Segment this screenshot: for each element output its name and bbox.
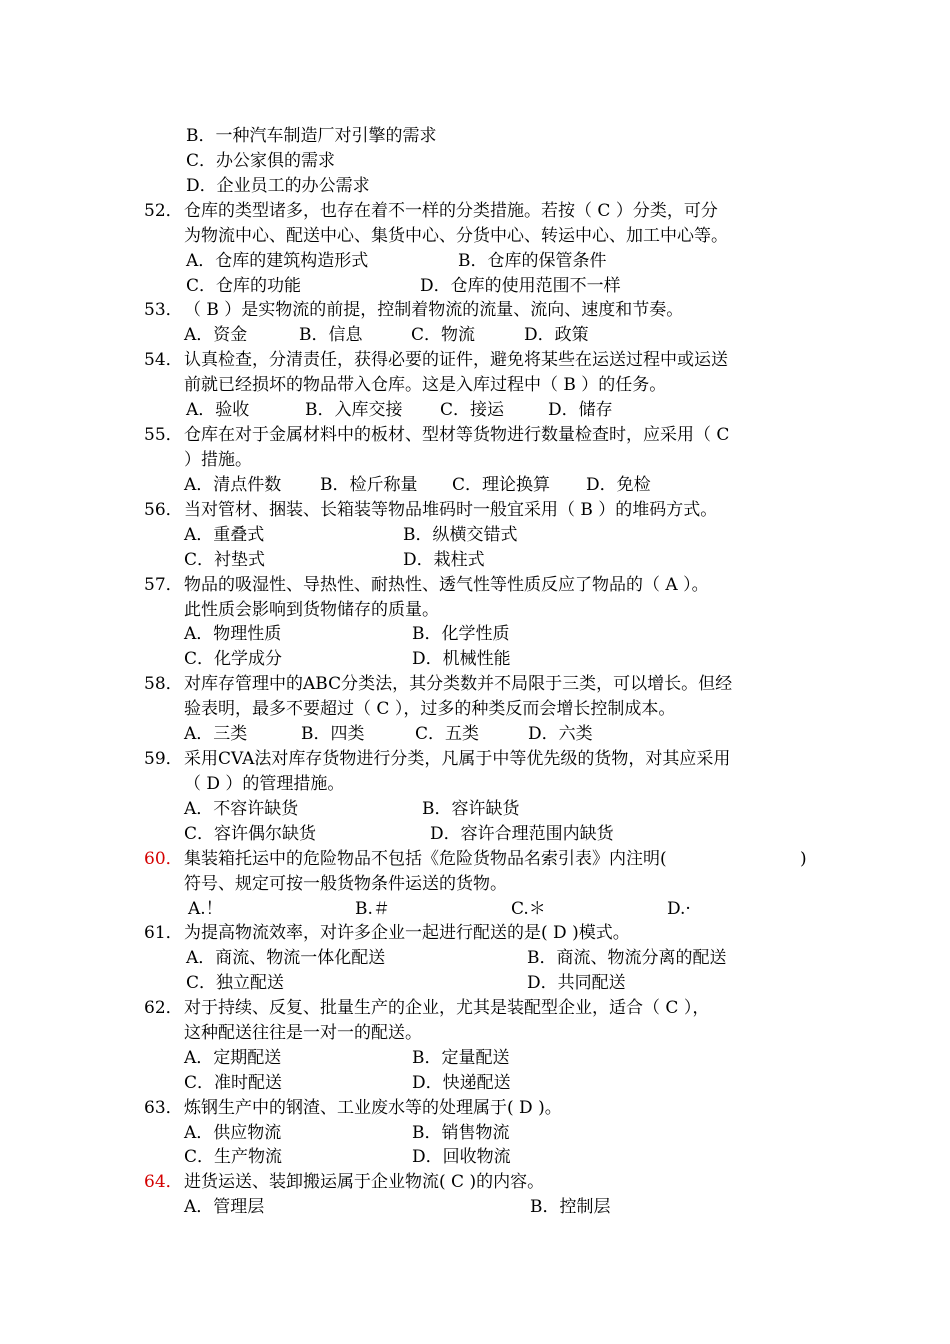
question-text: 炼钢生产中的钢渣、工业废水等的处理属于( D )。 xyxy=(184,1098,562,1118)
question-number: 59． xyxy=(144,749,183,769)
option-a: A．资金 xyxy=(184,325,248,345)
option-a: A．商流、物流一体化配送 xyxy=(186,948,386,968)
option-d: D．共同配送 xyxy=(527,973,626,993)
option-b: B．纵横交错式 xyxy=(403,525,518,545)
question-number: 58． xyxy=(144,674,183,694)
question-number: 63． xyxy=(144,1098,183,1118)
option-d: D．仓库的使用范围不一样 xyxy=(420,276,621,296)
question-text: 集装箱托运中的危险物品不包括《危险货物品名索引表》内注明( xyxy=(184,849,667,869)
question-text: 当对管材、捆装、长箱装等物品堆码时一般宜采用（ B ）的堆码方式。 xyxy=(184,500,718,520)
question-number: 62． xyxy=(144,998,183,1018)
question-text: 采用CVA法对库存货物进行分类，凡属于中等优先级的货物，对其应采用 xyxy=(184,749,731,769)
question-text: 仓库在对于金属材料中的板材、型材等货物进行数量检查时，应采用（ C xyxy=(184,425,730,445)
option-b: B.＃ xyxy=(355,899,390,919)
question-number: 53． xyxy=(144,300,183,320)
option-c: C．五类 xyxy=(415,724,480,744)
option-a: A．定期配送 xyxy=(184,1048,282,1068)
question-text: 仓库的类型诸多，也存在着不一样的分类措施。若按（ C ）分类，可分 xyxy=(184,201,718,221)
question-number: 52． xyxy=(144,201,183,221)
question-number: 54． xyxy=(144,350,183,370)
option-b: B．信息 xyxy=(299,325,363,345)
option-d: D．容许合理范围内缺货 xyxy=(430,824,614,844)
question-text: （ B ）是实物流的前提，控制着物流的流量、流向、速度和节奏。 xyxy=(184,300,684,320)
option-d: D．机械性能 xyxy=(412,649,511,669)
option-b: B．仓库的保管条件 xyxy=(458,251,607,271)
question-text: 对于持续、反复、批量生产的企业，尤其是装配型企业，适合（ C ）， xyxy=(184,998,710,1018)
option-b: B．商流、物流分离的配送 xyxy=(527,948,727,968)
document-page: B．一种汽车制造厂对引擎的需求 C．办公家俱的需求 D．企业员工的办公需求 52． 仓库的类型诸多，也存在着不一样的分类措施。若按（ C ）分类，可分 为物流中心、配送中心、集货中心、分货中心、转运中心、加工中心等。 A．仓库的建筑构造形式 B．仓库的保管条件 C．仓库的功能 D．仓库的使用范围不一样 53． （ B ）是实物流的前提，控制着物流的流量、流向、速度和节奏。 A．资金 B．信息 C．物流 D．政策 54． 认真检查，分清责任，获得必要的证件，避免将某些在运送过程中或运送 前就已经损坏的物品带入仓库。这是入库过程中（ B ）的任务。 A．验收 B．入库交接 C．接运 D．储存 55． 仓库在对于金属材料中的板材、型材等货物进行数量检查时，应采用（ C ）措施。 A．清点件数 B．检斤称量 C．理论换算 D．免检 56． 当对管材、捆装、长箱装等物品堆码时一般宜采用（ B ）的堆码方式。 A．重叠式 B．纵横交错式 C．衬垫式 D．栽柱式 57． 物品的吸湿性、导热性、耐热性、透气性等性质反应了物品的（ A ）。 此性质会影响到货物储存的质量。 A．物理性质 B．化学性质 C．化学成分 D．机械性能 58． 对库存管理中的ABC分类法，其分类数并不局限于三类，可以增长。但经 验表明，最多不要超过（ C ），过多的种类反而会增长控制成本。 A．三类 B．四类 C．五类 D．六类 59． 采用CVA法对库存货物进行分类，凡属于中等优先级的货物，对其应采用 （ D ）的管理措施。 A．不容许缺货 B．容许缺货 C．容许偶尔缺货 D．容许合理范围内缺货 60． 集装箱托运中的危险物品不包括《危险货物品名索引表》内注明( ) 符号、规定可按一般货物条件运送的货物。 A.！ B.＃ C.＊ D.· 61． 为提高物流效率，对许多企业一起进行配送的是( D )模式。 A．商流、物流一体化配送 B．商流、物流分离的配送 C．独立配送 D．共同配送 62． 对于持续、反复、批量生产的企业，尤其是装配型企业，适合（ C ）， 这种配送往往是一对一的配送。 A．定期配送 B．定量配送 C．准时配送 D．快递配送 63． 炼钢生产中的钢渣、工业废水等的处理属于( D )。 A．供应物流 B．销售物流 C．生产物流 D．回收物流 64． 进货运送、装卸搬运属于企业物流( C )的内容。 A．管理层 B．控制层 xyxy=(0,0,950,1344)
option-d: D．回收物流 xyxy=(412,1147,511,1167)
option-d: D．储存 xyxy=(548,400,613,420)
option-d: D.· xyxy=(667,899,691,919)
option-b: B．销售物流 xyxy=(412,1123,510,1143)
option-d: D．栽柱式 xyxy=(403,550,485,570)
option-a: A.！ xyxy=(188,899,223,919)
option-d: D．免检 xyxy=(586,475,651,495)
option-b: B．定量配送 xyxy=(412,1048,510,1068)
option-c: C．理论换算 xyxy=(452,475,551,495)
option-a: A．清点件数 xyxy=(184,475,282,495)
option-a: A．供应物流 xyxy=(184,1123,282,1143)
option-c: C．衬垫式 xyxy=(184,550,266,570)
question-text: 进货运送、装卸搬运属于企业物流( C )的内容。 xyxy=(184,1172,545,1192)
option-b: B．化学性质 xyxy=(412,624,510,644)
question-number: 57． xyxy=(144,575,183,595)
question-number: 61． xyxy=(144,923,183,943)
option-c: C．接运 xyxy=(440,400,505,420)
option-b: B．四类 xyxy=(301,724,365,744)
option-c: C．物流 xyxy=(411,325,476,345)
option-a: A．仓库的建筑构造形式 xyxy=(186,251,369,271)
option-a: A．重叠式 xyxy=(184,525,265,545)
question-text: 认真检查，分清责任，获得必要的证件，避免将某些在运送过程中或运送 xyxy=(184,350,728,370)
option-c: C．化学成分 xyxy=(184,649,283,669)
option-d: D．政策 xyxy=(524,325,589,345)
option-c: C.＊ xyxy=(511,899,546,919)
option-a: A．三类 xyxy=(184,724,248,744)
question-number: 55． xyxy=(144,425,183,445)
option-b: B．控制层 xyxy=(530,1197,611,1217)
option-b: B．检斤称量 xyxy=(320,475,418,495)
option-c: C．独立配送 xyxy=(186,973,285,993)
question-text: 为提高物流效率，对许多企业一起进行配送的是( D )模式。 xyxy=(184,923,630,943)
question-text: 物品的吸湿性、导热性、耐热性、透气性等性质反应了物品的（ A ）。 xyxy=(184,575,709,595)
question-number: 60． xyxy=(144,849,183,869)
question-number: 64． xyxy=(144,1172,183,1192)
option-c: C．容许偶尔缺货 xyxy=(184,824,317,844)
option-b: B．入库交接 xyxy=(305,400,403,420)
question-number: 56． xyxy=(144,500,183,520)
option-a: A．物理性质 xyxy=(184,624,282,644)
option-c: C．准时配送 xyxy=(184,1073,283,1093)
answer-close-paren: ) xyxy=(800,849,807,869)
option-d: D．六类 xyxy=(528,724,593,744)
option-a: A．验收 xyxy=(186,400,250,420)
option-a: A．不容许缺货 xyxy=(184,799,299,819)
option-c: C．生产物流 xyxy=(184,1147,283,1167)
option-d: D．快递配送 xyxy=(412,1073,511,1093)
question-text: 对库存管理中的ABC分类法，其分类数并不局限于三类，可以增长。但经 xyxy=(184,674,733,694)
option-a: A．管理层 xyxy=(184,1197,265,1217)
option-b: B．容许缺货 xyxy=(422,799,520,819)
option-c: C．仓库的功能 xyxy=(186,276,302,296)
